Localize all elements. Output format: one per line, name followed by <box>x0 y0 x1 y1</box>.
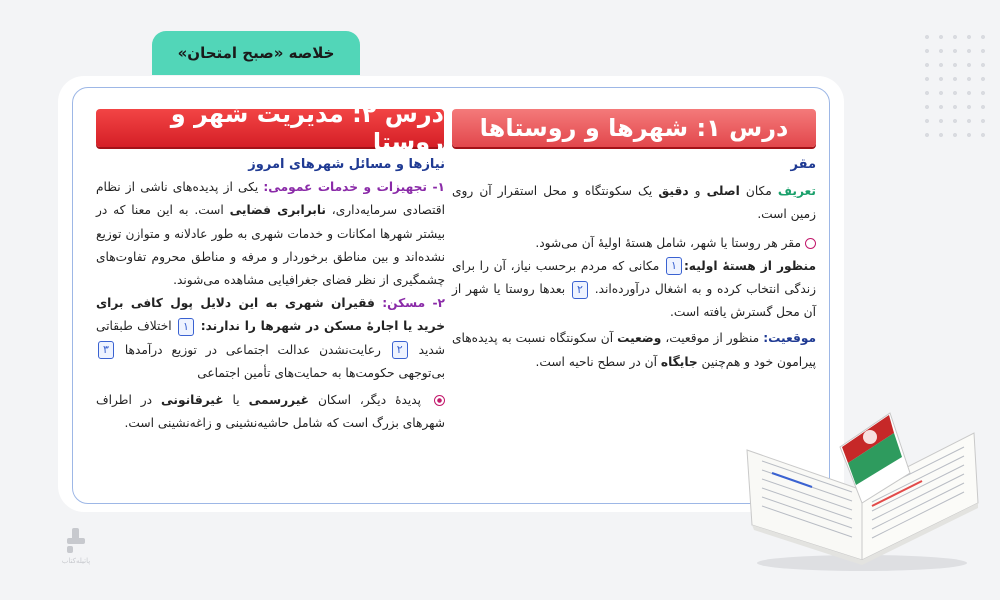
circle-bullet-icon <box>805 238 816 249</box>
open-book-illustration <box>742 375 982 575</box>
lesson1-core-definition <box>452 255 816 325</box>
lesson2-housing <box>96 292 445 385</box>
text: منظور از موقعیت، <box>661 331 764 346</box>
publisher-logo <box>56 528 96 578</box>
text: در اطراف شهرهای بزرگ است که شامل حاشیه‌نشینی و زاغه‌نشینی است. <box>96 393 445 431</box>
text: مقر هر روستا یا شهر، شامل هستهٔ اولیهٔ آن می‌شود. <box>535 235 801 250</box>
text: و <box>688 184 707 199</box>
number-badge: ۳ <box>98 341 114 359</box>
bold-word: غیررسمی <box>248 393 310 408</box>
lesson1-bullet <box>452 232 816 255</box>
bold-text: فقیران شهری به این دلایل پول کافی برای خرید یا اجارهٔ مسکن در شهرها را ندارند: <box>96 296 445 334</box>
summary-tab-title: خلاصه «صبح امتحان» <box>152 31 360 75</box>
number-badge: ۲ <box>572 281 588 299</box>
lesson2-column <box>96 153 445 435</box>
text: است. به این معنا که در بیشتر شهرها امکانات و خدمات شهری به طور عادلانه و متوازن توزیع نشده‌اند و بین مناطق برخوردار و مرفه و مناطق محروم تفاوت‌های چشمگیری از نظر فضای جغرافیایی مشاهده می‌شوند. <box>96 203 445 288</box>
services-label: ۱- تجهیزات و خدمات عمومی: <box>263 180 445 195</box>
lesson2-section-heading: نیازها و مسائل شهرهای امروز <box>248 157 445 172</box>
bold-word: جایگاه <box>660 354 698 369</box>
dotted-pattern <box>920 30 990 140</box>
housing-label: ۲- مسکن: <box>382 296 445 311</box>
lesson1-section-heading: مقر <box>790 157 816 172</box>
text: بعدها روستا یا شهر از آن محل گسترش یافته است. <box>452 282 816 320</box>
text: آن در سطح ناحیه است. <box>535 354 661 369</box>
bold-word: وضعیت <box>617 331 662 346</box>
lesson2-public-services <box>96 176 445 292</box>
publisher-logo-mark <box>65 528 87 554</box>
lesson1-title: درس ۱: شهرها و روستاها <box>452 109 816 147</box>
bold-word: اصلی <box>706 184 740 199</box>
bold-word: غیرقانونی <box>161 393 224 408</box>
text: رعایت‌نشدن عدالت اجتماعی در توزیع درآمدها <box>116 342 390 357</box>
text: یا <box>223 393 249 408</box>
lesson1-definition <box>452 180 816 226</box>
number-badge: ۱ <box>666 257 682 275</box>
text: اختلاف طبقاتی شدید <box>96 319 446 357</box>
core-label: منظور از هستهٔ اولیه: <box>683 258 816 273</box>
text: پدیدهٔ دیگر، اسکان <box>309 393 430 408</box>
definition-label: تعریف <box>777 184 816 199</box>
lesson2-informal-settlement <box>96 389 445 435</box>
lesson1-position <box>452 327 816 373</box>
text: مکانی که مردم برحسب نیاز، آن را برای زندگی انتخاب کرده و به اشغال درآورده‌اند. <box>452 258 816 297</box>
text: یک سکونتگاه و محل استقرار آن روی زمین است. <box>452 184 816 222</box>
text: بی‌توجهی حکومت‌ها به حمایت‌های تأمین اجتماعی <box>197 365 445 380</box>
lesson1-column <box>452 153 816 374</box>
text: یکی از پدیده‌های ناشی از نظام اقتصادی سرمایه‌داری، <box>96 180 445 218</box>
text: مکان <box>739 184 778 199</box>
number-badge: ۱ <box>178 318 194 336</box>
number-badge: ۲ <box>392 341 408 359</box>
position-label: موقعیت: <box>763 331 817 346</box>
lesson2-title: درس ۲: مدیریت شهر و روستا <box>96 109 444 147</box>
circle-bullet-icon <box>434 395 445 406</box>
bold-word: دقیق <box>658 184 689 199</box>
bold-word: نابرابری فضایی <box>229 203 327 218</box>
publisher-logo-text: پاتیله‌کتاب <box>61 557 91 565</box>
text: آن سکونتگاه نسبت به پدیده‌های پیرامون خود و هم‌چنین <box>452 331 816 369</box>
